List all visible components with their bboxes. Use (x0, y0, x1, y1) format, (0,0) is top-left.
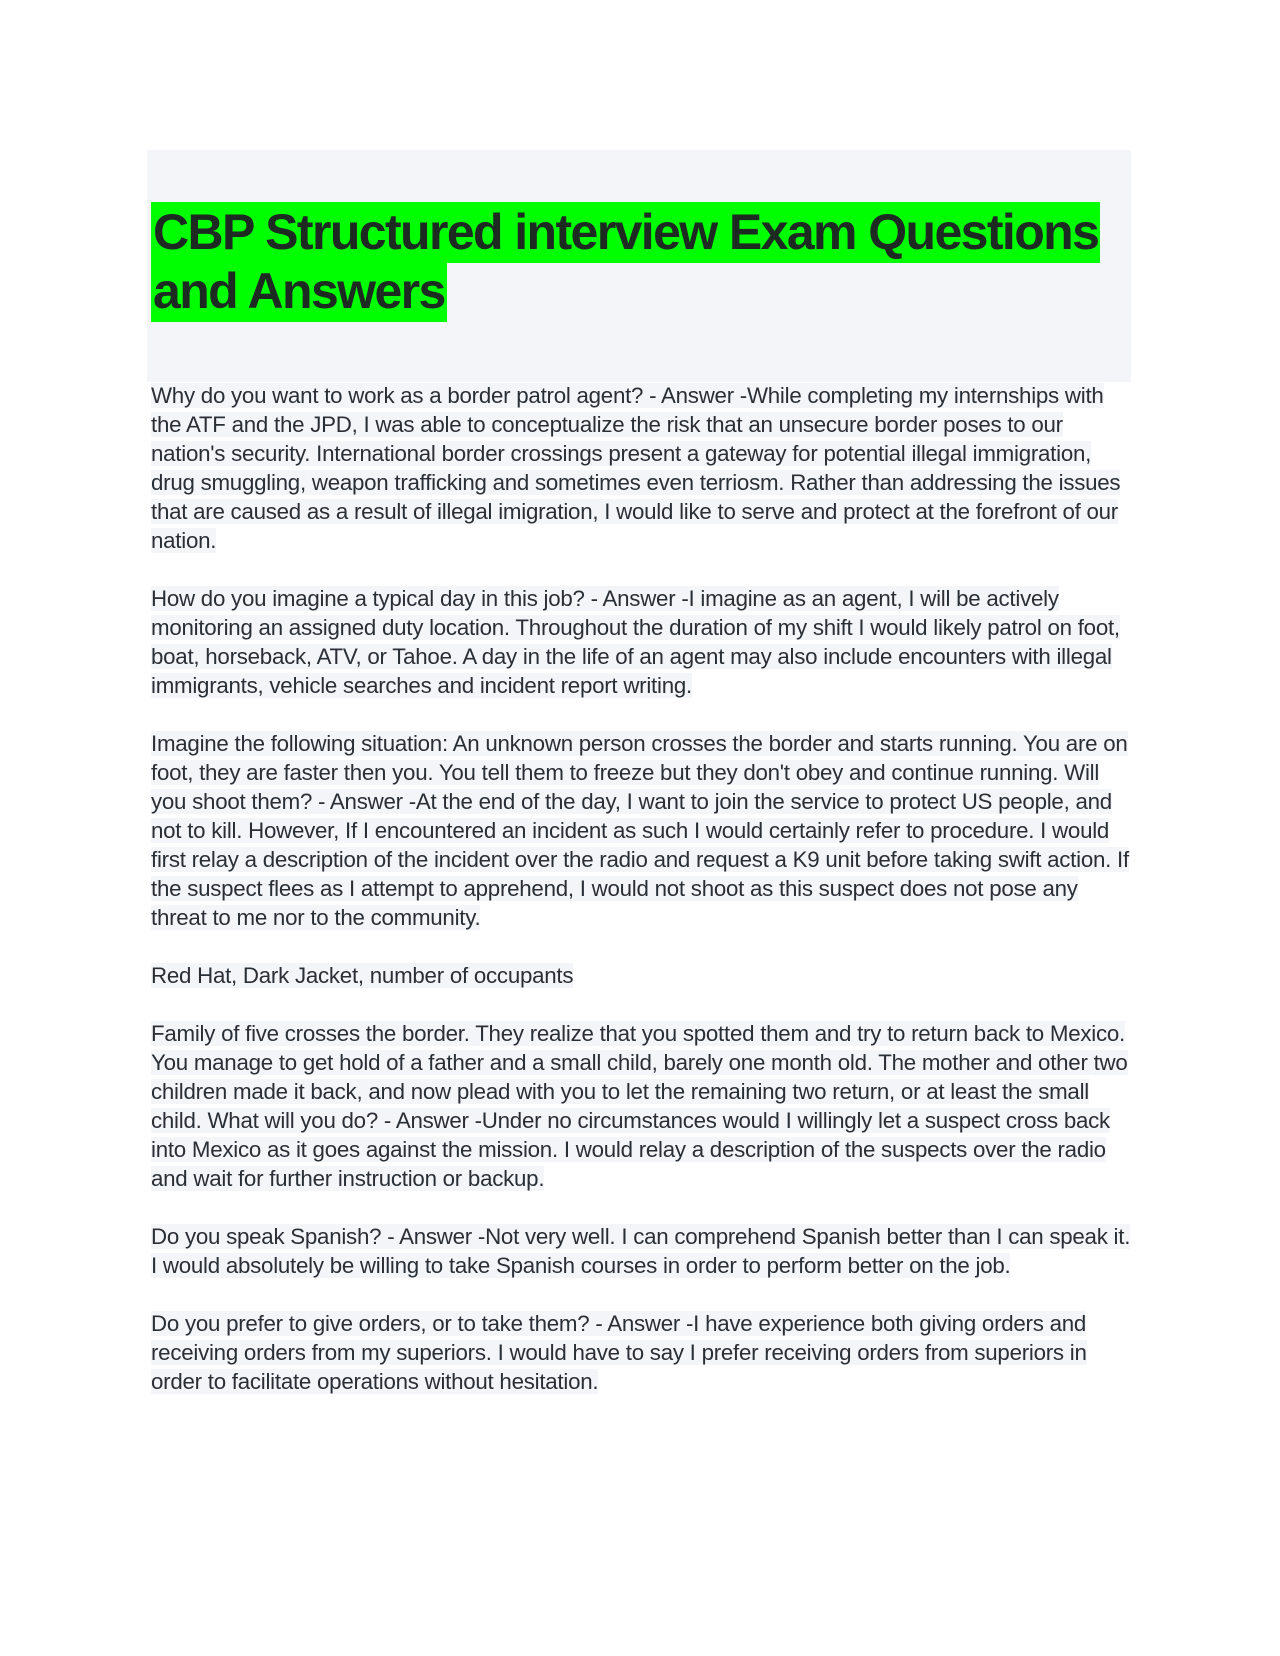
qa-list (151, 381, 1136, 1425)
qa-entry (151, 1309, 1136, 1396)
qa-entry (151, 584, 1136, 700)
title-highlight: CBP Structured interview Exam Questions and Answers (151, 202, 1100, 322)
qa-entry (151, 961, 1136, 990)
qa-text: Why do you want to work as a border patrol agent? - Answer -While completing my internships with the ATF and the JPD, I was able to conceptualize the risk that an unsecure border poses to our nation's security. International border crossings present a gateway for potential illegal immigration, drug smuggling, weapon trafficking and sometimes even terriosm. Rather than addressing the issues that are caused as a result of illegal imigration, I would like to serve and protect at the forefront of our nation. (151, 383, 1121, 553)
qa-entry (151, 1019, 1136, 1193)
qa-text: Do you prefer to give orders, or to take them? - Answer -I have experience both giving orders and receiving orders from my superiors. I would have to say I prefer receiving orders from superiors in order to facilitate operations without hesitation. (151, 1311, 1087, 1394)
qa-text: How do you imagine a typical day in this job? - Answer -I imagine as an agent, I will be actively monitoring an assigned duty location. Throughout the duration of my shift I would likely patrol on foot, boat, horseback, ATV, or Tahoe. A day in the life of an agent may also include encounters with illegal immigrants, vehicle searches and incident report writing. (151, 586, 1120, 698)
qa-entry (151, 1222, 1136, 1280)
qa-text: Family of five crosses the border. They realize that you spotted them and try to return back to Mexico. You manage to get hold of a father and a small child, barely one month old. The mother and other two children made it back, and now plead with you to let the remaining two return, or at least the small child. What will you do? - Answer -Under no circumstances would I willingly let a suspect cross back into Mexico as it goes against the mission. I would relay a description of the suspects over the radio and wait for further instruction or backup. (151, 1021, 1128, 1191)
qa-entry (151, 729, 1136, 932)
qa-text: Imagine the following situation: An unknown person crosses the border and starts running. You are on foot, they are faster then you. You tell them to freeze but they don't obey and continue running. Will you shoot them? - Answer -At the end of the day, I want to join the service to protect US people, and not to kill. However, If I encountered an incident as such I would certainly refer to procedure. I would first relay a description of the incident over the radio and request a K9 unit before taking swift action. If the suspect flees as I attempt to apprehend, I would not shoot as this suspect does not pose any threat to me nor to the community. (151, 731, 1129, 930)
qa-entry (151, 381, 1136, 555)
document-title (151, 203, 1135, 321)
qa-text: Do you speak Spanish? - Answer -Not very well. I can comprehend Spanish better than I can speak it. I would absolutely be willing to take Spanish courses in order to perform better on the job. (151, 1224, 1131, 1278)
qa-text: Red Hat, Dark Jacket, number of occupants (151, 963, 574, 988)
